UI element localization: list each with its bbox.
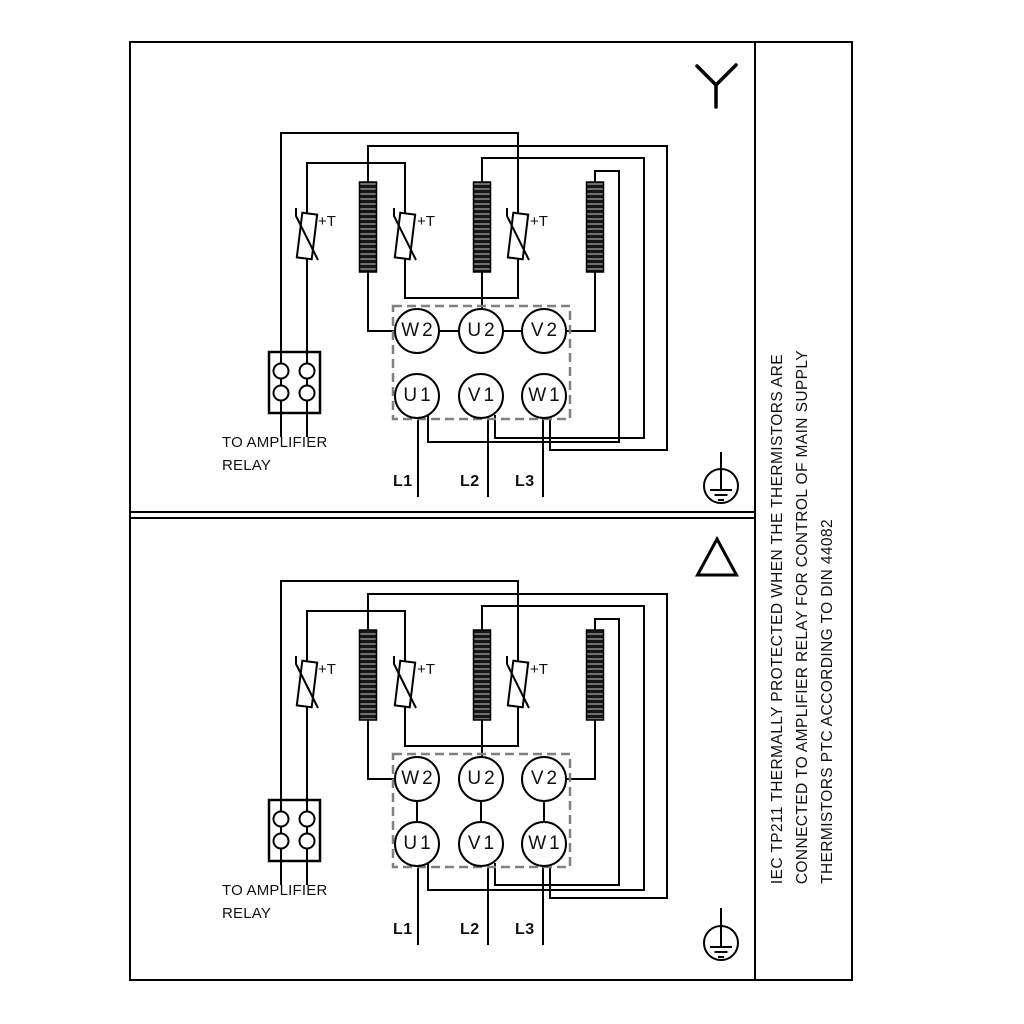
coil-icon: [360, 630, 377, 720]
relay-note-line1: TO AMPLIFIER: [222, 434, 328, 451]
supply-label-L3: L3: [515, 921, 535, 938]
terminal-label-V2: V2: [530, 768, 561, 789]
delta-connection-icon: [698, 539, 737, 575]
terminal-label-V1: V1: [467, 833, 498, 854]
wire-coil3-to-V2: [566, 272, 595, 331]
thermistor-label: +T: [417, 661, 435, 678]
terminal-label-U2: U2: [467, 320, 498, 341]
terminal-label-U1: U1: [403, 833, 434, 854]
wire-thermistor-bottom-link: [405, 258, 518, 298]
terminal-label-V1: V1: [467, 385, 498, 406]
supply-label-L1: L1: [393, 921, 413, 938]
coil-icon: [474, 630, 491, 720]
wye-connection-icon: [697, 65, 736, 107]
relay-note: [222, 879, 327, 925]
sidebar-note-line1: IEC TP211 THERMALLY PROTECTED WHEN THE THERMISTORS ARE: [769, 353, 786, 884]
relay-note: [222, 431, 327, 477]
supply-label-L2: L2: [460, 921, 480, 938]
earth-ground-icon: [704, 452, 738, 503]
thermistor-label: +T: [318, 661, 336, 678]
thermistor-icon: [394, 656, 416, 708]
terminal-label-U2: U2: [467, 768, 498, 789]
relay-note-line1: TO AMPLIFIER: [222, 882, 328, 899]
thermistor-label: +T: [318, 213, 336, 230]
thermistor-label: +T: [530, 661, 548, 678]
wire-thermistor-top-link: [307, 163, 405, 214]
thermistor-icon: [296, 208, 318, 260]
supply-label-L2: L2: [460, 473, 480, 490]
thermistor-label: +T: [530, 213, 548, 230]
wire-coil3-to-V2: [566, 720, 595, 779]
thermistor-icon: [507, 208, 529, 260]
relay-connector: [269, 800, 320, 861]
relay-note-line2: RELAY: [222, 905, 272, 922]
wire-coil1-to-W2: [368, 720, 395, 779]
terminal-label-W2: W2: [401, 320, 436, 341]
terminal-label-W2: W2: [401, 768, 436, 789]
earth-ground-icon: [704, 908, 738, 960]
supply-label-L1: L1: [393, 473, 413, 490]
wire-thermistor-top-link: [307, 611, 405, 662]
sidebar-note-line3: THERMISTORS PTC ACCORDING TO DIN 44082: [819, 519, 836, 884]
coil-icon: [360, 182, 377, 272]
thermistor-icon: [296, 656, 318, 708]
thermistor-label: +T: [417, 213, 435, 230]
terminal-label-U1: U1: [403, 385, 434, 406]
relay-note-line2: RELAY: [222, 457, 272, 474]
thermistor-icon: [507, 656, 529, 708]
wire-coil1-to-W2: [368, 272, 395, 331]
terminal-label-W1: W1: [528, 833, 563, 854]
relay-connector: [269, 352, 320, 413]
coil-icon: [587, 182, 604, 272]
terminal-label-V2: V2: [530, 320, 561, 341]
delta-bridge-links: [417, 801, 544, 822]
supply-label-L3: L3: [515, 473, 535, 490]
sidebar-note-line2: CONNECTED TO AMPLIFIER RELAY FOR CONTROL OF MAIN SUPPLY: [794, 349, 811, 884]
coil-icon: [587, 630, 604, 720]
terminal-label-W1: W1: [528, 385, 563, 406]
coil-icon: [474, 182, 491, 272]
thermistor-icon: [394, 208, 416, 260]
wire-thermistor-bottom-link: [405, 706, 518, 746]
